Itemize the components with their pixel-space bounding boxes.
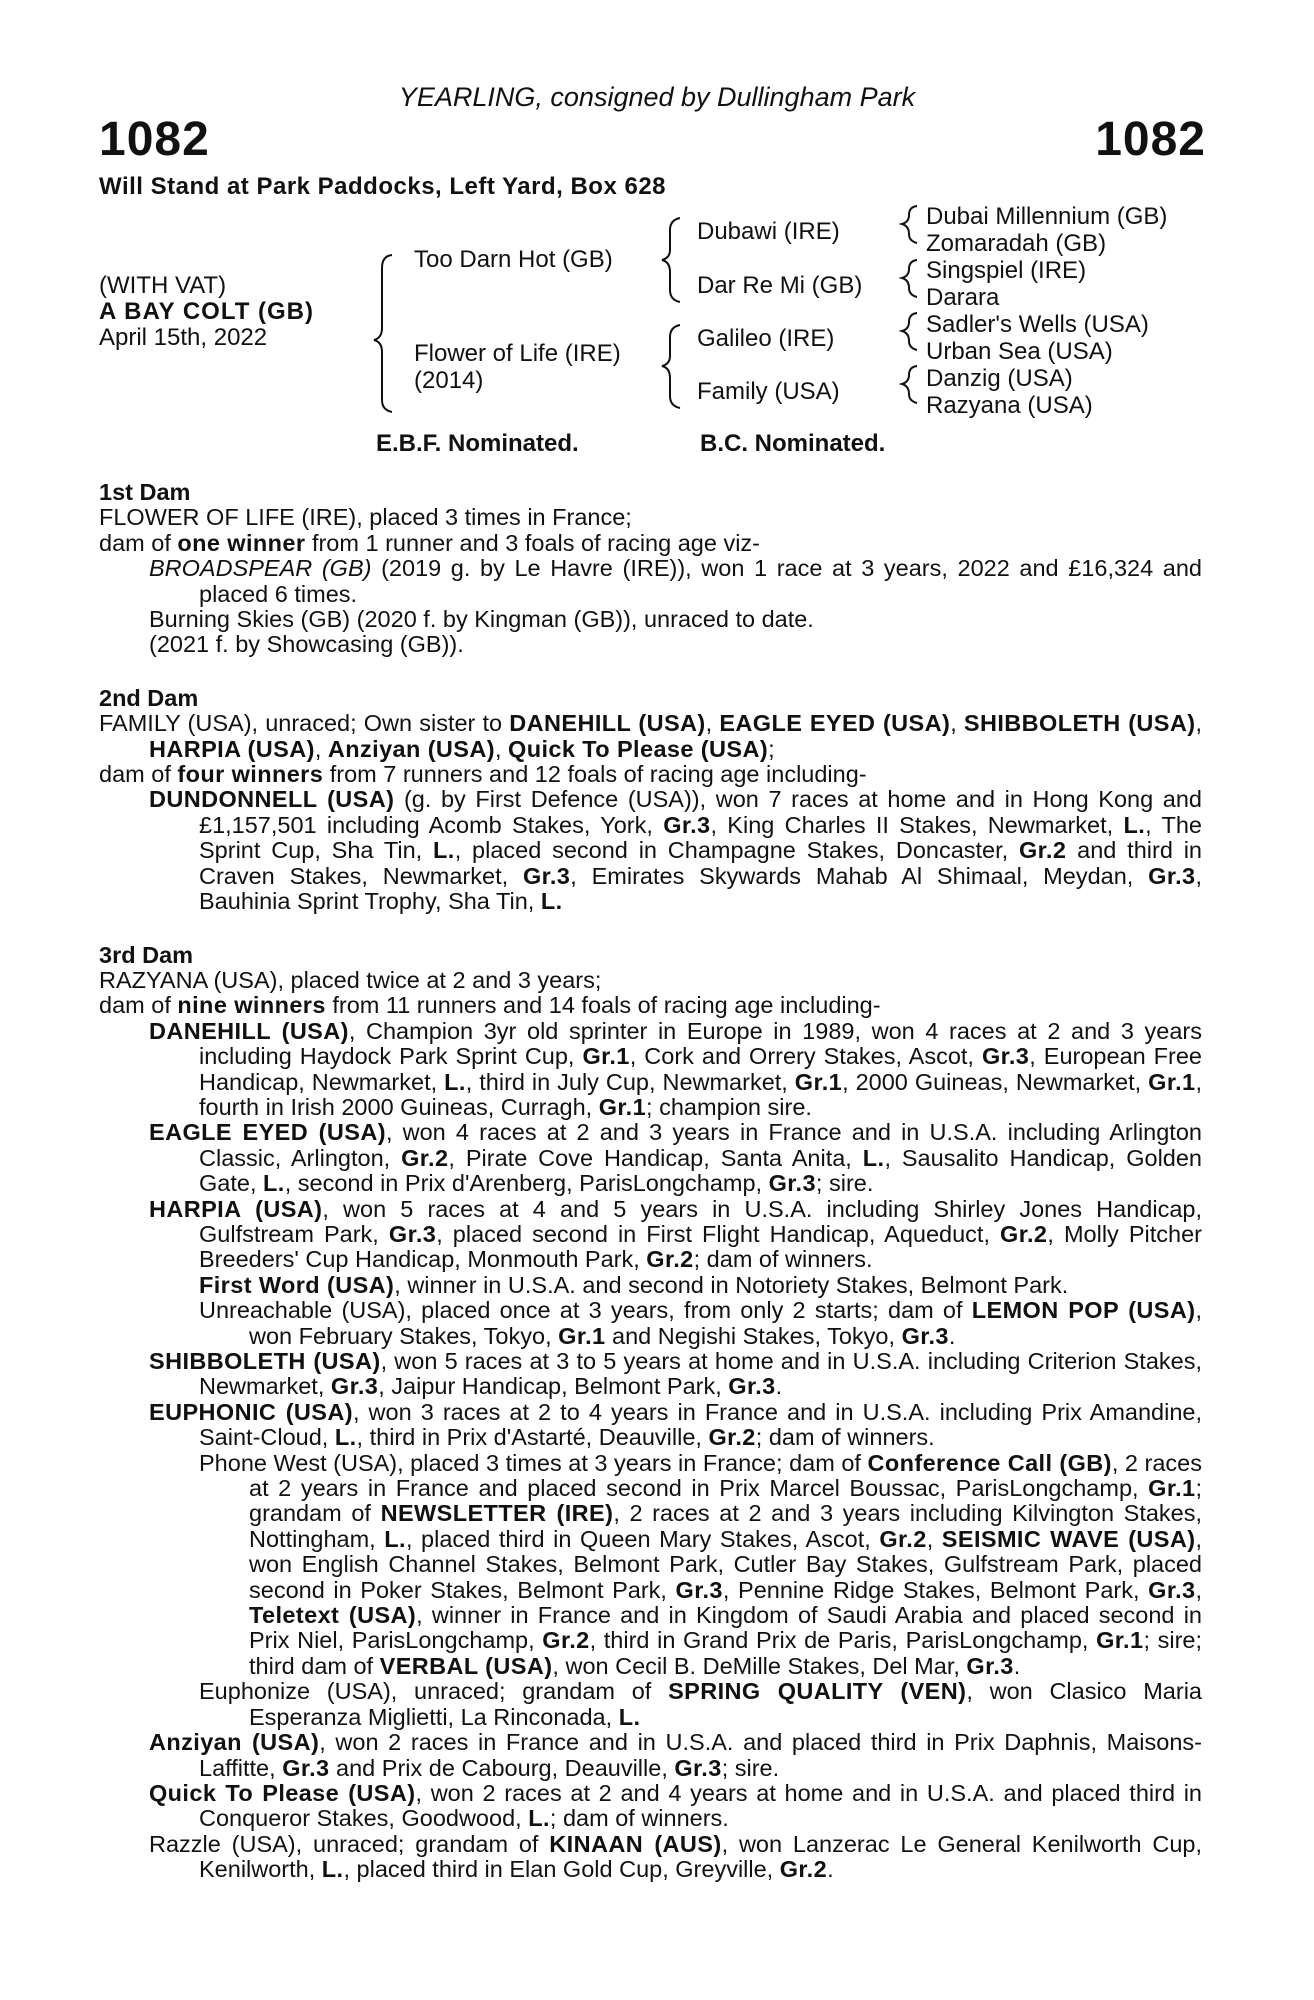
third-dam-foal-shibboleth: SHIBBOLETH (USA), won 5 races at 3 to 5 years at home and in U.S.A. including Criterion Stakes, Newmarket, Gr.3, Jaipur Handicap, Belmont Park, Gr.3. bbox=[149, 1348, 1202, 1400]
gen3-6: Urban Sea (USA) bbox=[926, 338, 1113, 365]
gen3-7: Danzig (USA) bbox=[926, 365, 1073, 392]
gen3-8: Razyana (USA) bbox=[926, 392, 1093, 419]
second-dam-line: FAMILY (USA), unraced; Own sister to DANEHILL (USA), EAGLE EYED (USA), SHIBBOLETH (USA), HARPIA (USA), Anziyan (USA), Quick To Please (USA); bbox=[99, 710, 1202, 762]
third-dam-foal-harpia: HARPIA (USA), won 5 races at 4 and 5 years in U.S.A. including Shirley Jones Handicap, Gulfstream Park, Gr.3, placed second in First Flight Handicap, Aqueduct, Gr.2, Molly Pitcher Breeders' Cup Handicap, Monmouth Park, Gr.2; dam of winners. bbox=[149, 1195, 1202, 1273]
sire-dam: Dar Re Mi (GB) bbox=[697, 272, 863, 299]
lot-number-left: 1082 bbox=[99, 113, 210, 166]
third-dam-line: RAZYANA (USA), placed twice at 2 and 3 years; bbox=[99, 966, 602, 993]
gen3-5: Sadler's Wells (USA) bbox=[926, 311, 1149, 338]
third-dam-foal-danehill: DANEHILL (USA), Champion 3yr old sprinter in Europe in 1989, won 4 races at 2 and 3 years including Haydock Park Sprint Cup, Gr.1, Cork and Orrery Stakes, Ascot, Gr.3, European Free Handicap, Newmarket, L., third in July Cup, Newmarket, Gr.1, 2000 Guineas, Newmarket, Gr.1, fourth in Irish 2000 Guineas, Curragh, Gr.1; champion sire. bbox=[149, 1017, 1203, 1120]
dam-name: Flower of Life (IRE) bbox=[414, 340, 621, 367]
consignment-line: YEARLING, consigned by Dullingham Park bbox=[398, 82, 916, 112]
horse-name: A BAY COLT (GB) bbox=[99, 298, 315, 325]
ebf-nomination: E.B.F. Nominated. bbox=[376, 430, 579, 457]
harpia-foal-first-word: First Word (USA), winner in U.S.A. and second in Notoriety Stakes, Belmont Park. bbox=[199, 1271, 1069, 1298]
lot-number-right: 1082 bbox=[1095, 113, 1206, 166]
third-dam-foal-quick-to-please: Quick To Please (USA), won 2 races at 2 and 4 years at home and in U.S.A. and placed third in Conqueror Stakes, Goodwood, L.; dam of winners. bbox=[149, 1779, 1202, 1832]
vat-note: (WITH VAT) bbox=[99, 272, 227, 299]
euphonic-foal-euphonize: Euphonize (USA), unraced; grandam of SPRING QUALITY (VEN), won Clasico Maria Esperanza Miglietti, La Rinconada, L. bbox=[199, 1678, 1202, 1730]
gen3-3: Singspiel (IRE) bbox=[926, 257, 1087, 284]
dam-year: (2014) bbox=[414, 367, 484, 394]
third-dam-foal-eagle-eyed: EAGLE EYED (USA), won 4 races at 2 and 3 years in France and in U.S.A. including Arlington Classic, Arlington, Gr.2, Pirate Cove Handicap, Santa Anita, L., Sausalito Handicap, Golden Gate, L., second in Prix d'Arenberg, ParisLongchamp, Gr.3; sire. bbox=[149, 1119, 1202, 1197]
gen3-2: Zomaradah (GB) bbox=[926, 230, 1107, 257]
gen3-4: Darara bbox=[926, 284, 1000, 311]
first-dam-foal-3: (2021 f. by Showcasing (GB)). bbox=[149, 631, 464, 658]
third-dam-foal-euphonic: EUPHONIC (USA), won 3 races at 2 to 4 years in France and in U.S.A. including Prix Amandine, Saint-Cloud, L., third in Prix d'Astarté, Deauville, Gr.2; dam of winners. bbox=[149, 1398, 1202, 1451]
euphonic-foal-phone-west: Phone West (USA), placed 3 times at 3 years in France; dam of Conference Call (GB), 2 races at 2 years in France and placed second in Prix Marcel Boussac, ParisLongchamp, Gr.1; grandam of NEWSLETTER (IRE), 2 races at 2 and 3 years including Kilvington Stakes, Nottingham, L., placed third in Queen Mary Stakes, Ascot, Gr.2, SEISMIC WAVE (USA), won English Channel Stakes, Belmont Park, Cutler Bay Stakes, Gulfstream Park, placed second in Poker Stakes, Belmont Park, Gr.3, Pennine Ridge Stakes, Belmont Park, Gr.3, Teletext (USA), winner in France and in Kingdom of Saudi Arabia and placed second in Prix Niel, ParisLongchamp, Gr.2, third in Grand Prix de Paris, ParisLongchamp, Gr.1; sire; third dam of VERBAL (USA), won Cecil B. DeMille Stakes, Del Mar, Gr.3. bbox=[199, 1449, 1203, 1679]
sire-sire: Dubawi (IRE) bbox=[697, 218, 840, 245]
second-dam-produce-line: dam of four winners from 7 runners and 12 foals of racing age including- bbox=[99, 761, 867, 788]
foaling-date: April 15th, 2022 bbox=[99, 324, 268, 351]
first-dam-line: FLOWER OF LIFE (IRE), placed 3 times in France; bbox=[99, 504, 632, 531]
third-dam-heading: 3rd Dam bbox=[99, 941, 194, 968]
first-dam-foal-1: BROADSPEAR (GB) (2019 g. by Le Havre (IRE)), won 1 race at 3 years, 2022 and £16,324 and placed 6 times. bbox=[149, 555, 1202, 607]
second-dam-heading: 2nd Dam bbox=[99, 684, 199, 711]
third-dam-produce-line: dam of nine winners from 11 runners and 14 foals of racing age including- bbox=[99, 992, 881, 1019]
stand-location: Will Stand at Park Paddocks, Left Yard, Box 628 bbox=[99, 173, 667, 200]
third-dam-foal-razzle: Razzle (USA), unraced; grandam of KINAAN (AUS), won Lanzerac Le General Kenilworth Cup, Kenilworth, L., placed third in Elan Gold Cup, Greyville, Gr.2. bbox=[149, 1830, 1203, 1883]
dam-sire: Galileo (IRE) bbox=[697, 325, 835, 352]
first-dam-heading: 1st Dam bbox=[99, 479, 191, 505]
first-dam-foal-2: Burning Skies (GB) (2020 f. by Kingman (GB)), unraced to date. bbox=[149, 606, 814, 633]
first-dam-produce-line: dam of one winner from 1 runner and 3 foals of racing age viz- bbox=[99, 529, 760, 556]
harpia-foal-unreachable: Unreachable (USA), placed once at 3 years, from only 2 starts; dam of LEMON POP (USA), won February Stakes, Tokyo, Gr.1 and Negishi Stakes, Tokyo, Gr.3. bbox=[199, 1297, 1202, 1349]
dam-dam: Family (USA) bbox=[697, 378, 840, 405]
catalogue-body bbox=[99, 480, 1202, 1883]
sire-name: Too Darn Hot (GB) bbox=[414, 246, 613, 273]
gen3-1: Dubai Millennium (GB) bbox=[926, 203, 1168, 230]
bc-nomination: B.C. Nominated. bbox=[700, 430, 886, 457]
third-dam-foal-anziyan: Anziyan (USA), won 2 races in France and in U.S.A. and placed third in Prix Daphnis, Maisons-Laffitte, Gr.3 and Prix de Cabourg, Deauville, Gr.3; sire. bbox=[149, 1729, 1202, 1781]
second-dam-foal-dundonnell: DUNDONNELL (USA) (g. by First Defence (USA)), won 7 races at home and in Hong Kong and £1,157,501 including Acomb Stakes, York, Gr.3, King Charles II Stakes, Newmarket, L., The Sprint Cup, Sha Tin, L., placed second in Champagne Stakes, Doncaster, Gr.2 and third in Craven Stakes, Newmarket, Gr.3, Emirates Skywards Mahab Al Shimaal, Meydan, Gr.3, Bauhinia Sprint Trophy, Sha Tin, L. bbox=[149, 786, 1202, 915]
